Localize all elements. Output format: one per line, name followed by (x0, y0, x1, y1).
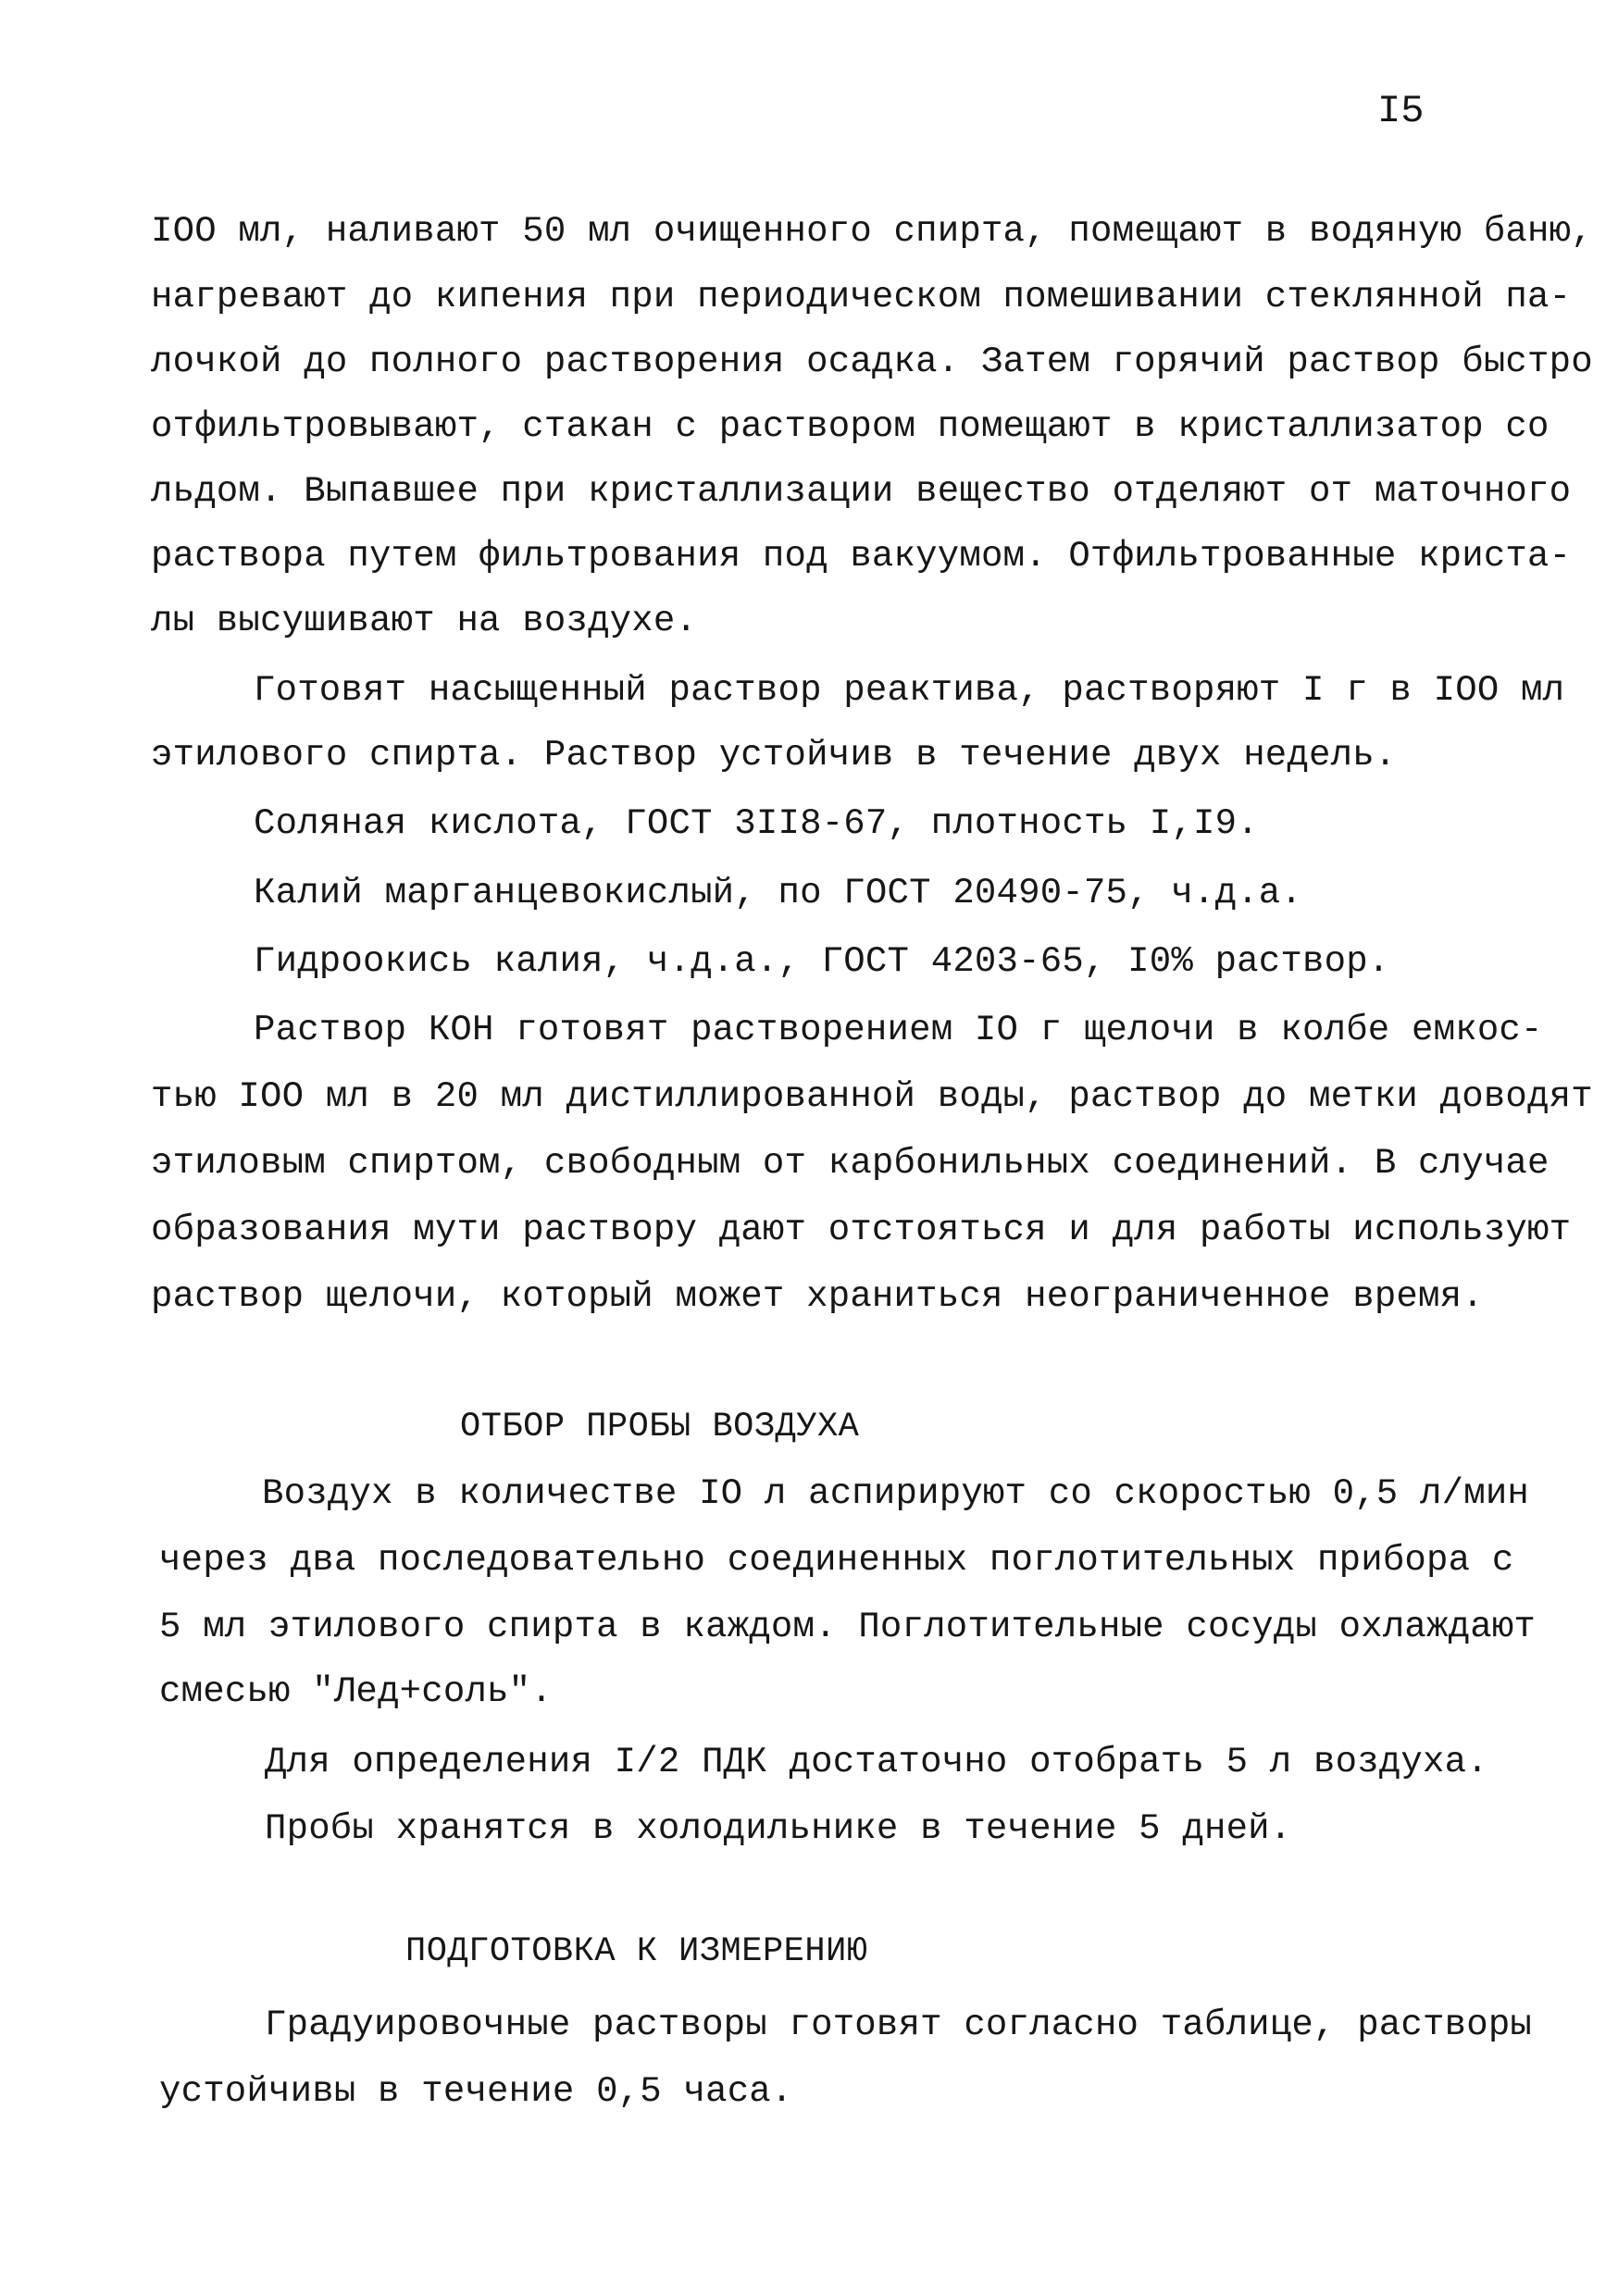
paragraph-line: этилового спирта. Раствор устойчив в течение двух недель. (151, 735, 1397, 776)
paragraph-line: образования мути раствору дают отстояться и для работы используют (151, 1210, 1572, 1250)
paragraph-line: этиловым спиртом, свободным от карбонильных соединений. В случае (151, 1143, 1550, 1184)
paragraph-line: Градуировочные растворы готовят согласно таблице, растворы (265, 2004, 1533, 2045)
paragraph-line: через два последовательно соединенных поглотительных прибора с (159, 1540, 1514, 1581)
reagent-kmno4: Калий марганцевокислый, по ГОСТ 20490-75, ч.д.а. (254, 873, 1302, 913)
page-number: I5 (1377, 89, 1425, 133)
paragraph-line: смесью "Лед+соль". (159, 1671, 553, 1712)
paragraph-line: IOO мл, наливают 50 мл очищенного спирта, помещают в водяную баню, (151, 211, 1593, 252)
paragraph-line: тью IOO мл в 20 мл дистиллированной воды, раствор до метки доводят (151, 1076, 1593, 1117)
reagent-koh: Гидроокись калия, ч.д.а., ГОСТ 4203-65, I0% раствор. (254, 941, 1390, 982)
reagent-hcl: Соляная кислота, ГОСТ 3II8-67, плотность I,I9. (254, 803, 1259, 844)
paragraph-line: Раствор КОН готовят растворением IO г щелочи в колбе емкос- (254, 1010, 1543, 1050)
note-storage: Пробы хранятся в холодильнике в течение 5 дней. (265, 1808, 1292, 1849)
paragraph-line: раствора путем фильтрования под вакуумом. Отфильтрованные криста- (151, 536, 1572, 577)
paragraph-line: льдом. Выпавшее при кристаллизации вещество отделяют от маточного (151, 471, 1572, 512)
paragraph-line: нагревают до кипения при периодическом помешивании стеклянной па- (151, 277, 1572, 317)
paragraph-line: раствор щелочи, который может храниться неограниченное время. (151, 1276, 1484, 1317)
paragraph-line: 5 мл этилового спирта в каждом. Поглотительные сосуды охлаждают (159, 1607, 1537, 1647)
section-heading-preparation: ПОДГОТОВКА К ИЗМЕРЕНИЮ (405, 1932, 868, 1971)
paragraph-line: лы высушивают на воздухе. (151, 601, 698, 641)
paragraph-line: Готовят насыщенный раствор реактива, растворяют I г в IOO мл (254, 670, 1565, 711)
note-half-mpc: Для определения I/2 ПДК достаточно отобрать 5 л воздуха. (265, 1742, 1488, 1782)
paragraph-line: отфильтровывают, стакан с раствором помещают в кристаллизатор со (151, 406, 1550, 447)
section-heading-sampling: ОТБОР ПРОБЫ ВОЗДУХА (460, 1408, 860, 1446)
paragraph-line: лочкой до полного растворения осадка. Затем горячий раствор быстро (151, 341, 1593, 382)
paragraph-line: устойчивы в течение 0,5 часа. (159, 2071, 793, 2112)
paragraph-line: Воздух в количестве IO л аспирируют со скоростью 0,5 л/мин (262, 1473, 1530, 1514)
